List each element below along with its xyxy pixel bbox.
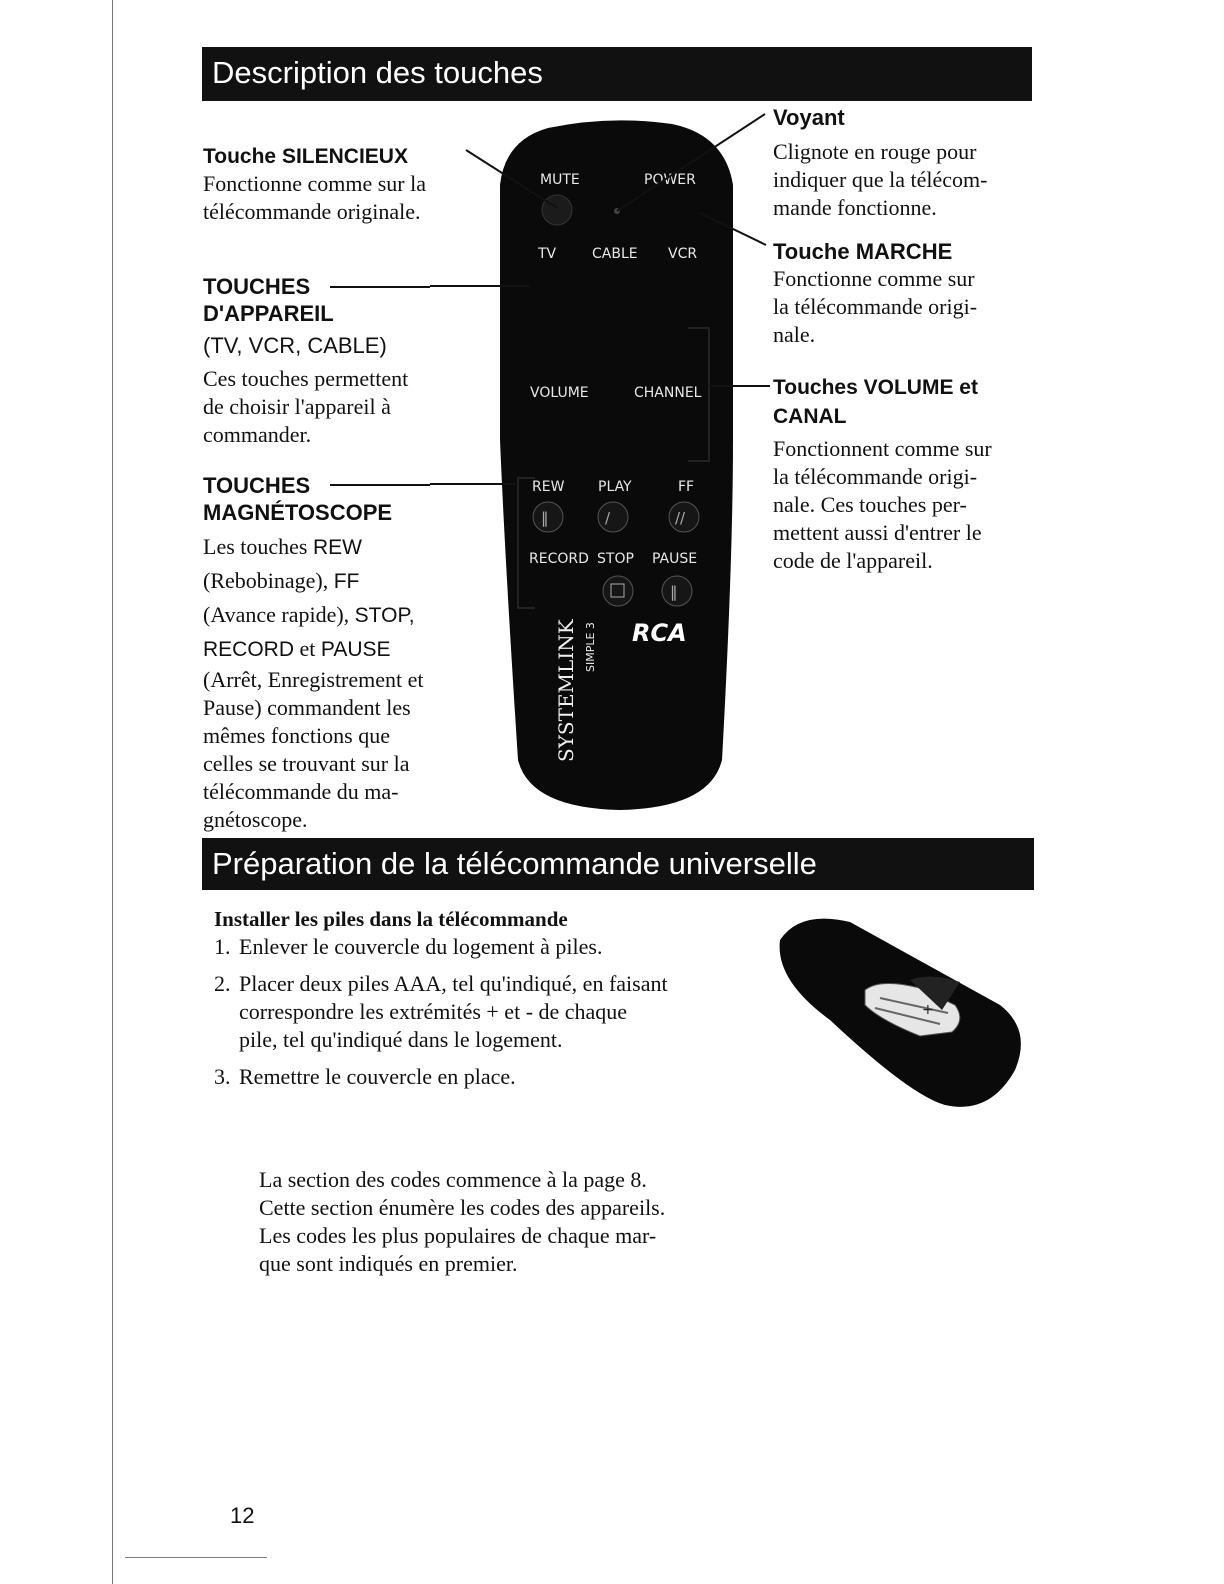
model-name: SYSTEMLINK [554,619,578,762]
vcr-keys-line: (Avance rapide), STOP, [203,602,415,627]
stop-key [603,576,633,606]
remote-label-vcr: VCR [668,246,698,262]
device-keys-body-line: Ces touches permettent [203,366,409,391]
vcr-keys-line: RECORD et PAUSE [203,636,391,661]
voyant-heading: Voyant [773,105,845,130]
volume-heading: CANAL [773,405,847,428]
power-body-line: Fonctionne comme sur [773,266,975,291]
remote-illustration [430,108,770,838]
remote-label-tv: TV [538,246,557,262]
codes-note-line: Les codes les plus populaires de chaque mar- [259,1223,657,1248]
section-title: Préparation de la télécommande universelle [212,846,817,881]
svg-text:‖: ‖ [541,509,549,527]
vcr-keys-line: (Arrêt, Enregistrement et [203,667,424,692]
codes-note-line: La section des codes commence à la page 8. [259,1167,647,1192]
play-key [598,502,628,532]
remote-label-cable: CABLE [592,246,638,262]
vcr-keys-line: gnétoscope. [203,807,308,832]
remote-label-pause: PAUSE [652,551,698,567]
remote-label-ff: FF [678,479,695,495]
remote-label-channel: CHANNEL [634,385,702,401]
pause-key [662,576,692,606]
device-keys-heading: D'APPAREIL [203,301,334,326]
battery-step: 2. Placer deux piles AAA, tel qu'indiqué, en faisant correspondre les extrémités + et - de chaque pile, tel qu'indiqué dans le logement. [214,971,668,1052]
remote-label-record: RECORD [529,551,589,567]
svg-text:‖: ‖ [670,583,678,601]
vcr-keys-heading: MAGNÉTOSCOPE [203,500,393,525]
section-banner-preparation [202,838,1034,890]
vcr-keys-line: celles se trouvant sur la [203,751,410,776]
section-title: Description des touches [212,55,543,90]
margin-line [112,0,113,1584]
rew-key [533,502,563,532]
battery-step: 1. Enlever le couvercle du logement à piles. [214,934,603,959]
remote-label-stop: STOP [597,551,634,567]
remote-label-play: PLAY [598,479,632,495]
svg-text://: // [675,509,686,527]
brand-logo: RCA [632,619,687,647]
model-sub: SIMPLE 3 [584,622,597,672]
vcr-keys-line: mêmes fonctions que [203,723,390,748]
battery-heading: Installer les piles dans la télécommande [214,907,568,931]
remote-label-mute: MUTE [540,172,580,188]
volume-heading: Touches VOLUME et [773,376,978,399]
codes-note [259,1166,799,1278]
power-description [773,238,1043,349]
battery-illustration [770,910,1030,1115]
section-banner-description [202,47,1032,101]
device-keys-body-line: de choisir l'appareil à [203,394,391,419]
bottom-rule [125,1557,267,1558]
mute-body-line: Fonctionne comme sur la [203,171,427,196]
vcr-keys-line: Pause) commandent les [203,695,411,720]
power-heading: Touche MARCHE [773,239,953,264]
battery-step: 3. Remettre le couvercle en place. [214,1064,516,1089]
voyant-body-line: Clignote en rouge pour [773,139,977,164]
svg-text:+: + [922,1002,934,1018]
vcr-keys-line: télécommande du ma- [203,779,399,804]
codes-note-line: Cette section énumère les codes des appareils. [259,1195,666,1220]
codes-note-line: que sont indiqués en premier. [259,1251,518,1276]
power-body-line: la télécommande origi- [773,294,978,319]
volume-body-line: code de l'appareil. [773,548,933,573]
mute-key [542,195,572,225]
vcr-keys-heading: TOUCHES [203,473,311,498]
device-keys-heading: TOUCHES [203,274,311,299]
power-body-line: nale. [773,322,816,347]
page-number: 12 [230,1503,255,1528]
remote-body [500,120,733,810]
battery-instructions [214,905,774,1091]
remote-label-rew: REW [532,479,565,495]
ff-key [669,502,699,532]
voyant-body-line: mande fonctionne. [773,195,937,220]
mute-heading: Touche SILENCIEUX [203,145,408,168]
voyant-description [773,104,1043,222]
mute-body-line: télécommande originale. [203,199,421,224]
device-keys-sub: (TV, VCR, CABLE) [203,333,387,358]
vcr-keys-line: (Rebobinage), FF [203,568,360,593]
callout-vcr-ext [330,484,430,486]
remote-label-power: POWER [644,172,696,188]
voyant-body-line: indiquer que la télécom- [773,167,988,192]
volume-body-line: la télécommande origi- [773,464,978,489]
volume-body-line: Fonctionnent comme sur [773,436,992,461]
volume-description [773,373,1053,575]
remote-label-volume: VOLUME [530,385,589,401]
callout-device-ext [330,286,430,288]
volume-body-line: mettent aussi d'entrer le [773,520,982,545]
volume-body-line: nale. Ces touches per- [773,492,967,517]
device-keys-body-line: commander. [203,422,312,447]
svg-text:/: / [605,509,611,527]
vcr-keys-line: Les touches REW [203,534,362,559]
